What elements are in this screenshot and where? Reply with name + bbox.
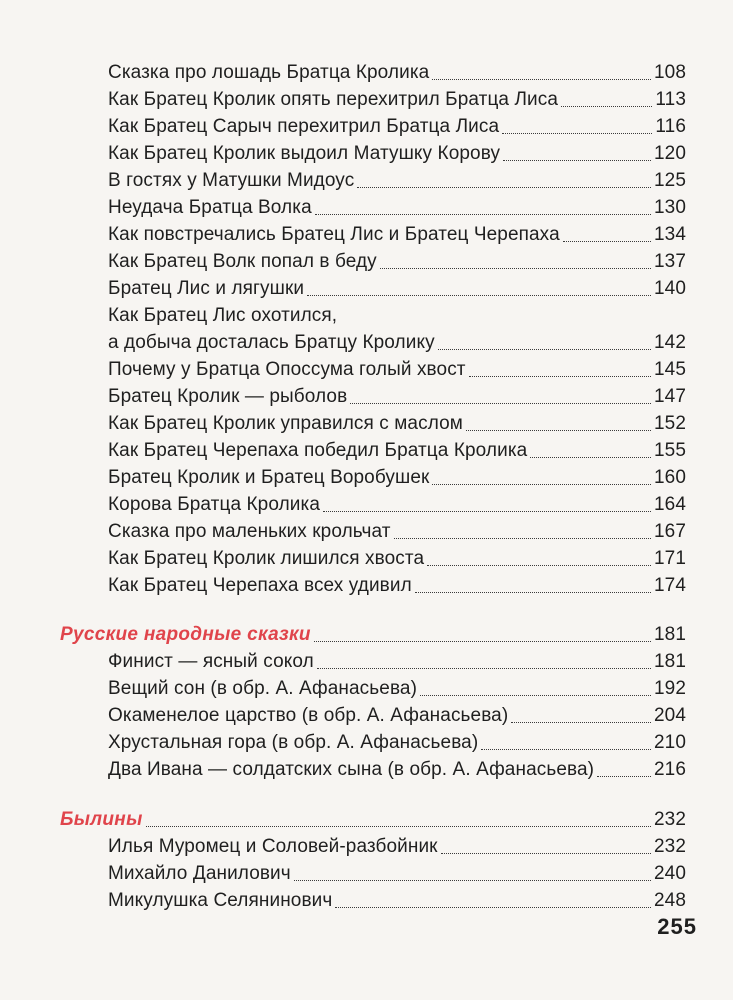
toc-entry-title: Корова Братца Кролика [108,494,320,515]
section-title: Былины [60,809,143,830]
dot-leader [511,722,651,723]
toc-entry-page: 130 [653,197,686,218]
toc-entry-title: Как Братец Сарыч перехитрил Братца Лиса [108,116,500,137]
toc-entry-title: Микулушка Селянинович [108,890,333,911]
toc-section-heading [60,801,686,831]
toc-entry [108,724,686,754]
toc-entry [108,697,686,727]
toc-entry-page: 181 [653,651,686,672]
dot-leader [394,538,651,539]
toc-entry-page: 108 [653,62,686,83]
dot-leader [357,187,651,188]
toc-entry [108,828,686,858]
toc-entry-first-line [108,297,686,327]
toc-entry-title: Как повстречались Братец Лис и Братец Черепаха [108,224,560,245]
toc-entry-page: 113 [655,89,686,110]
toc-entry-page: 155 [653,440,686,461]
toc-entry [108,513,686,543]
toc-entry-page: 120 [653,143,686,164]
toc-entry-page: 248 [653,890,686,911]
section-page: 232 [653,809,686,830]
toc-entry [108,135,686,165]
dot-leader [380,268,651,269]
toc-entry-title: Как Братец Кролик опять перехитрил Братца Лиса [108,89,559,110]
toc-entry-title: Финист — ясный сокол [108,651,314,672]
toc-entry-title: а добыча досталась Братцу Кролику [108,332,435,353]
toc-entry-page: 137 [653,251,686,272]
dot-leader [323,511,651,512]
toc-entry-page: 152 [653,413,686,434]
dot-leader [441,853,651,854]
toc-entry [108,189,686,219]
toc-entry-page: 192 [653,678,686,699]
dot-leader [314,641,651,642]
toc-entry-page: 216 [653,759,686,780]
dot-leader [146,826,651,827]
toc-entry [108,108,686,138]
toc-entry [108,643,686,673]
toc-entry-title: В гостях у Матушки Мидоус [108,170,355,191]
toc-entry [108,270,686,300]
toc-entry-page: 232 [653,836,686,857]
toc-entry-title: Как Братец Кролик выдоил Матушку Корову [108,143,501,164]
toc-entry-page: 160 [653,467,686,488]
toc-entry-title: Братец Кролик — рыболов [108,386,348,407]
toc-entry [108,751,686,781]
toc-entry-page: 164 [653,494,686,515]
toc-entry-title-line1: Как Братец Лис охотился, [108,305,338,326]
dot-leader [481,749,651,750]
dot-leader [597,776,651,777]
toc-entry-page: 134 [653,224,686,245]
toc-entry-page: 116 [655,116,686,137]
toc-entry-page: 147 [653,386,686,407]
toc-entry-title: Почему у Братца Опоссума голый хвост [108,359,466,380]
dot-leader [350,403,651,404]
section-title: Русские народные сказки [60,624,311,645]
toc-entry-page: 145 [653,359,686,380]
toc-entry-page: 142 [653,332,686,353]
dot-leader [438,349,651,350]
section-page: 181 [653,624,686,645]
toc-entry-title: Неудача Братца Волка [108,197,312,218]
toc-entry [108,670,686,700]
dot-leader [335,907,651,908]
toc-entry-page: 171 [653,548,686,569]
toc-entry-title: Сказка про маленьких крольчат [108,521,391,542]
toc-entry [108,351,686,381]
dot-leader [294,880,651,881]
dot-leader [432,484,651,485]
toc-entry [108,324,686,354]
dot-leader [415,592,651,593]
dot-leader [563,241,651,242]
toc-entry [108,216,686,246]
dot-leader [307,295,651,296]
toc-entry-title: Как Братец Черепаха всех удивил [108,575,412,596]
toc-entry-title: Братец Кролик и Братец Воробушек [108,467,430,488]
dot-leader [503,160,651,161]
toc-entry-page: 210 [653,732,686,753]
toc-entry [108,567,686,597]
dot-leader [561,106,652,107]
toc-entry-title: Как Братец Кролик управился с маслом [108,413,463,434]
toc-entry [108,54,686,84]
toc-entry [108,243,686,273]
dot-leader [432,79,651,80]
toc-entry [108,162,686,192]
toc-entry [108,882,686,912]
toc-entry-title: Михайло Данилович [108,863,291,884]
toc-entry [108,81,686,111]
toc-entry-page: 204 [653,705,686,726]
dot-leader [427,565,651,566]
toc-entry [108,459,686,489]
toc-entry-title: Как Братец Черепаха победил Братца Кролика [108,440,528,461]
dot-leader [315,214,651,215]
toc-entry-title: Как Братец Волк попал в беду [108,251,377,272]
toc-entry-title: Вещий сон (в обр. А. Афанасьева) [108,678,418,699]
toc-entry [108,855,686,885]
toc-entry [108,378,686,408]
dot-leader [420,695,651,696]
toc-entry-title: Два Ивана — солдатских сына (в обр. А. Афанасьева) [108,759,595,780]
toc-entry [108,540,686,570]
toc-entry-title: Хрустальная гора (в обр. А. Афанасьева) [108,732,479,753]
toc-entry [108,432,686,462]
toc-entry-title: Как Братец Кролик лишился хвоста [108,548,425,569]
toc-entry-title: Илья Муромец и Соловей-разбойник [108,836,438,857]
toc-entry [108,405,686,435]
dot-leader [469,376,651,377]
toc-entry-title: Братец Лис и лягушки [108,278,305,299]
toc-entry-page: 167 [653,521,686,542]
page-number: 255 [657,914,697,939]
toc-entry-page: 240 [653,863,686,884]
toc-entry-page: 125 [653,170,686,191]
toc-entry-page: 140 [653,278,686,299]
dot-leader [530,457,651,458]
dot-leader [502,133,652,134]
toc-entry-title: Окаменелое царство (в обр. А. Афанасьева) [108,705,509,726]
toc-section-heading [60,616,686,646]
toc-entry [108,486,686,516]
dot-leader [317,668,651,669]
dot-leader [466,430,651,431]
toc-entry-title: Сказка про лошадь Братца Кролика [108,62,430,83]
toc-entry-page: 174 [653,575,686,596]
